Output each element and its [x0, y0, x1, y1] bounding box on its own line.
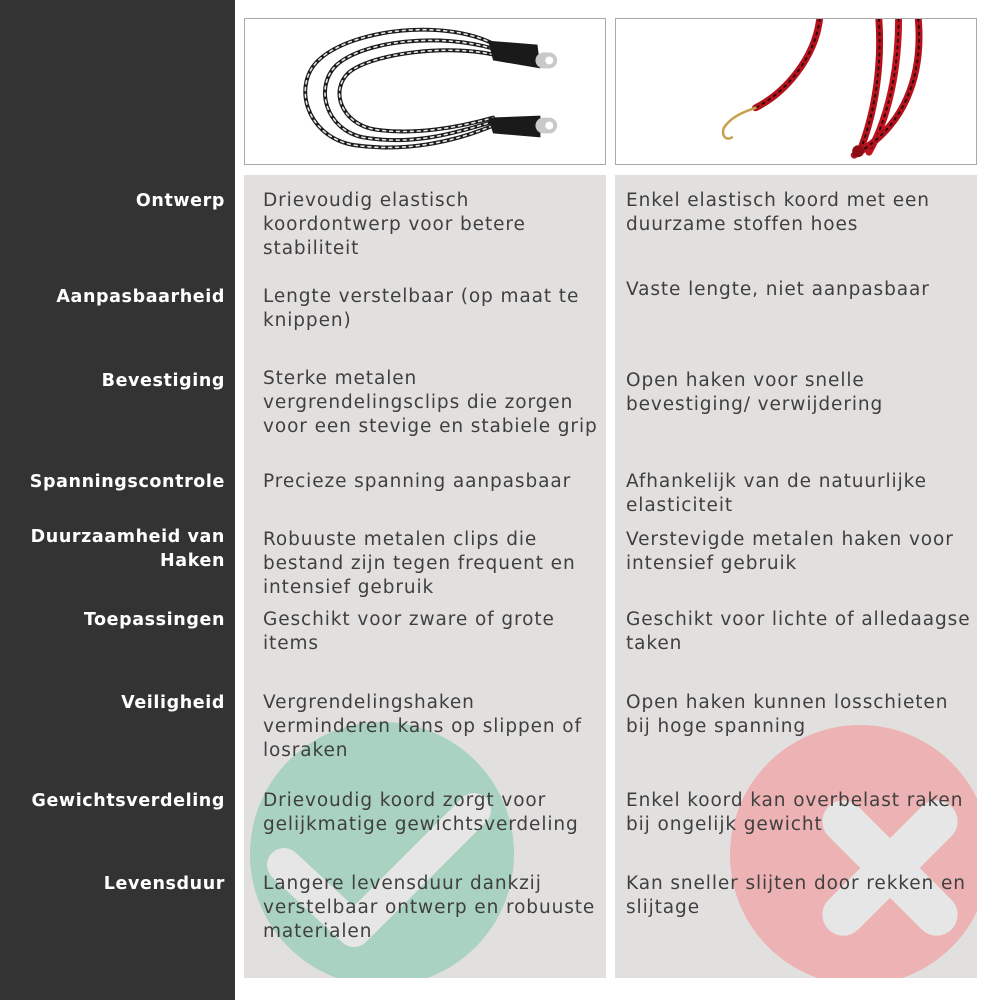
triple-cord-illustration [245, 19, 605, 164]
right-cell-aanpasbaarheid: Vaste lengte, niet aanpasbaar [626, 279, 930, 300]
left-cell-bevestiging: Sterke metalen vergrendelingsclips die zorgen voor een stevige en stabiele grip [263, 368, 598, 437]
right-cell-bevestiging: Open haken voor snelle bevestiging/ verwijdering [626, 370, 884, 415]
row-label-veiligheid: Veiligheid [121, 693, 225, 713]
sidebar [0, 0, 235, 1000]
row-label-aanpasbaarheid: Aanpasbaarheid [56, 287, 225, 307]
left-cell-toepassingen: Geschikt voor zware of grote items [263, 609, 555, 654]
right-cell-gewichtsverdeling: Enkel koord kan overbelast raken bij ongelijk gewicht [626, 790, 964, 835]
row-label-gewichtsverdeling: Gewichtsverdeling [31, 791, 225, 811]
right-cell-levensduur: Kan sneller slijten door rekken en slijtage [626, 873, 966, 918]
right-cell-veiligheid: Open haken kunnen losschieten bij hoge spanning [626, 692, 949, 737]
right-cell-duurzaamheid: Verstevigde metalen haken voor intensief gebruik [626, 529, 954, 574]
left-cell-levensduur: Langere levensduur dankzij verstelbaar ontwerp en robuuste materialen [263, 873, 596, 942]
left-cell-aanpasbaarheid: Lengte verstelbaar (op maat te knippen) [263, 286, 580, 331]
row-label-spanningscontrole: Spanningscontrole [29, 472, 225, 492]
row-label-bevestiging: Bevestiging [101, 371, 225, 391]
right-cell-toepassingen: Geschikt voor lichte of alledaagse taken [626, 609, 971, 654]
row-label-toepassingen: Toepassingen [83, 610, 225, 630]
product-image-red-cord [615, 18, 977, 165]
left-cell-gewichtsverdeling: Drievoudig koord zorgt voor gelijkmatige gewichtsverdeling [263, 790, 579, 835]
left-cell-spanningscontrole: Precieze spanning aanpasbaar [263, 471, 572, 492]
row-label-levensduur: Levensduur [103, 874, 225, 894]
left-cell-duurzaamheid: Robuuste metalen clips die bestand zijn tegen frequent en intensief gebruik [263, 529, 576, 598]
row-label-ontwerp: Ontwerp [135, 191, 225, 211]
row-label-duurzaamheid-van-haken: Duurzaamheid van Haken [30, 527, 225, 571]
right-cell-spanningscontrole: Afhankelijk van de natuurlijke elasticiteit [626, 471, 927, 516]
product-image-triple-cord [244, 18, 606, 165]
right-cell-ontwerp: Enkel elastisch koord met een duurzame stoffen hoes [626, 190, 930, 235]
red-cord-illustration [616, 19, 976, 164]
left-cell-ontwerp: Drievoudig elastisch koordontwerp voor betere stabiliteit [263, 190, 526, 259]
left-cell-veiligheid: Vergrendelingshaken verminderen kans op slippen of losraken [263, 692, 582, 761]
